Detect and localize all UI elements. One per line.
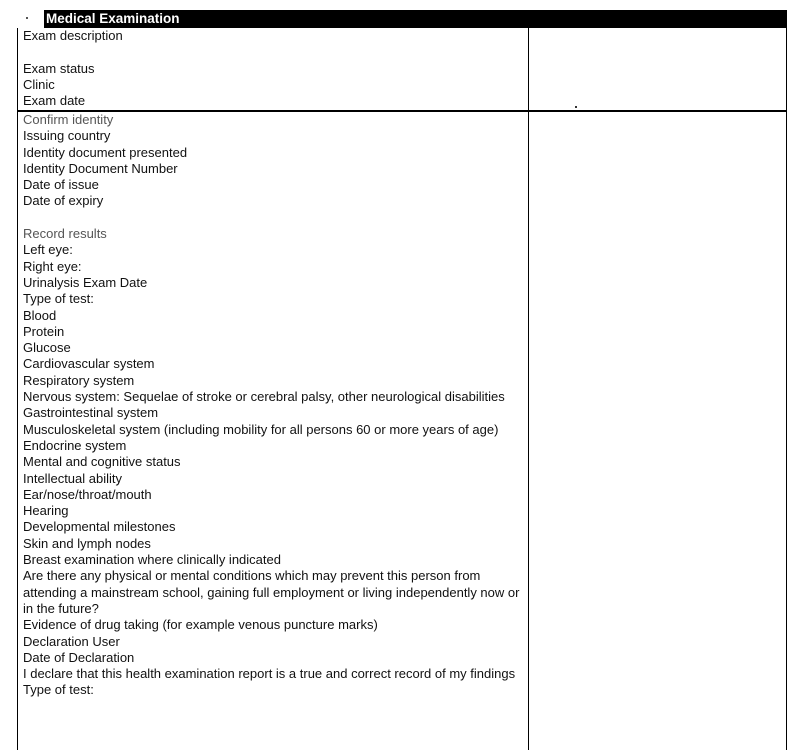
field-label: Evidence of drug taking (for example venous puncture marks)	[23, 617, 378, 633]
field-label: Type of test:	[23, 682, 94, 698]
exam-status-label: Exam status	[23, 60, 95, 76]
form-title: Medical Examination	[46, 11, 180, 26]
field-label: I declare that this health examination report is a true and correct record of my findings	[23, 666, 516, 682]
field-label: Nervous system: Sequelae of stroke or cerebral palsy, other neurological disabilities	[23, 389, 505, 405]
results-heading: Record results	[23, 226, 107, 242]
header-speck	[26, 17, 28, 19]
header-notch	[17, 10, 44, 28]
exam-date-label: Exam date	[23, 93, 86, 109]
field-label: Date of expiry	[23, 193, 104, 209]
spacer	[23, 210, 528, 226]
field-label: Respiratory system	[23, 372, 135, 388]
field-label: Issuing country	[23, 128, 111, 144]
field-label: Identity document presented	[23, 144, 188, 160]
field-label: Date of Declaration	[23, 649, 135, 665]
field-label: Declaration User	[23, 633, 120, 649]
identity-heading: Confirm identity	[23, 112, 114, 127]
field-label: Right eye:	[23, 258, 82, 274]
field-label: Glucose	[23, 340, 71, 356]
field-label: Type of test:	[23, 291, 94, 307]
field-label: Endocrine system	[23, 437, 127, 453]
field-label: Are there any physical or mental conditions which may prevent this person from attending a mainstream school, gaining full employment or living independently now or in the future?	[23, 568, 520, 616]
frame-left-border	[17, 28, 18, 750]
field-label: Cardiovascular system	[23, 356, 155, 372]
identity-and-results-section	[23, 112, 528, 699]
field-label: Intellectual ability	[23, 470, 122, 486]
field-label: Skin and lymph nodes	[23, 535, 151, 551]
clinic-label: Clinic	[23, 76, 55, 92]
field-label: Hearing	[23, 503, 69, 519]
column-divider	[528, 28, 529, 750]
field-label: Mental and cognitive status	[23, 454, 181, 470]
field-label: Breast examination where clinically indicated	[23, 552, 281, 568]
field-label: Blood	[23, 307, 57, 323]
form-header	[17, 10, 787, 28]
field-label: Left eye:	[23, 242, 73, 258]
field-label: Gastrointestinal system	[23, 405, 159, 421]
field-label: Urinalysis Exam Date	[23, 274, 148, 290]
medical-examination-form	[17, 10, 787, 750]
value-speck	[575, 106, 577, 108]
field-label: Identity Document Number	[23, 160, 178, 176]
spacer	[23, 44, 528, 60]
field-label: Developmental milestones	[23, 519, 176, 535]
field-label: Date of issue	[23, 177, 99, 193]
frame-right-border	[786, 28, 787, 750]
exam-section	[23, 28, 528, 109]
field-label: Musculoskeletal system (including mobility for all persons 60 or more years of age)	[23, 421, 499, 437]
field-label: Protein	[23, 323, 65, 339]
exam-description-label: Exam description	[23, 28, 123, 43]
field-label: Ear/nose/throat/mouth	[23, 486, 152, 502]
